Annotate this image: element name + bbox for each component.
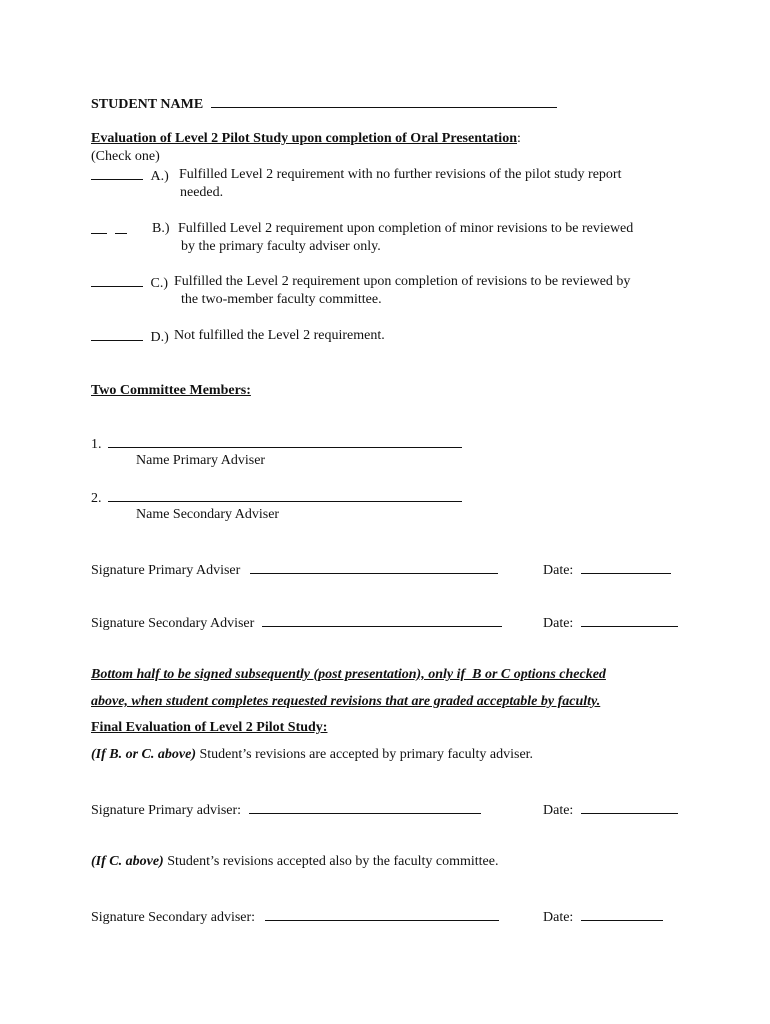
- option-b-checkbox-blank-2[interactable]: [115, 220, 127, 234]
- committee-member-2-row: [91, 488, 462, 508]
- secondary-signature-row: [91, 613, 502, 633]
- option-b-row: [91, 220, 127, 240]
- option-c-row: [91, 273, 168, 293]
- secondary-date-label: Date:: [543, 616, 574, 631]
- final-primary-date-row: [543, 800, 678, 820]
- bottom-half-note-line2: above, when student completes requested revisions that are graded acceptable by faculty.: [91, 694, 601, 709]
- primary-date-field[interactable]: [581, 560, 671, 574]
- committee-heading: Two Committee Members:: [91, 383, 251, 398]
- student-name-field[interactable]: [211, 94, 557, 108]
- check-one-instruction: (Check one): [91, 149, 160, 164]
- final-condition-c-row: [91, 853, 498, 871]
- final-secondary-signature-row: [91, 907, 499, 927]
- option-c-text-line1: Fulfilled the Level 2 requirement upon completion of revisions to be reviewed by: [174, 274, 631, 289]
- bottom-half-note-line1: Bottom half to be signed subsequently (post presentation), only if B or C options checked: [91, 667, 606, 682]
- condition-c-statement: Student’s revisions accepted also by the faculty committee.: [163, 854, 499, 869]
- option-c-letter: C.): [150, 276, 168, 291]
- option-b-text-line1: Fulfilled Level 2 requirement upon completion of minor revisions to be reviewed: [178, 221, 634, 236]
- final-evaluation-heading: Final Evaluation of Level 2 Pilot Study:: [91, 720, 328, 735]
- secondary-date-field[interactable]: [581, 613, 678, 627]
- option-a-text-line1: Fulfilled Level 2 requirement with no further revisions of the pilot study report: [179, 167, 622, 182]
- final-secondary-signature-field[interactable]: [265, 907, 499, 921]
- option-b-letter: B.): [152, 221, 170, 236]
- final-primary-date-label: Date:: [543, 803, 574, 818]
- student-name-row: [91, 94, 557, 114]
- option-c-checkbox-blank[interactable]: [91, 273, 143, 287]
- secondary-adviser-name-caption: Name Secondary Adviser: [136, 507, 280, 522]
- final-secondary-date-field[interactable]: [581, 907, 663, 921]
- secondary-adviser-name-field[interactable]: [108, 488, 462, 502]
- final-secondary-signature-label: Signature Secondary adviser:: [91, 910, 256, 925]
- primary-adviser-name-field[interactable]: [108, 434, 462, 448]
- final-primary-date-field[interactable]: [581, 800, 678, 814]
- committee-member-2-number: 2.: [91, 491, 102, 506]
- condition-b-c-label: (If B. or C. above): [91, 747, 196, 762]
- primary-signature-label: Signature Primary Adviser: [91, 563, 241, 578]
- final-primary-signature-label: Signature Primary adviser:: [91, 803, 242, 818]
- option-a-row: [91, 166, 169, 186]
- final-primary-signature-row: [91, 800, 481, 820]
- option-d-checkbox-blank[interactable]: [91, 327, 143, 341]
- option-b-checkbox-blank-1[interactable]: [91, 220, 107, 234]
- evaluation-heading: Evaluation of Level 2 Pilot Study upon completion of Oral Presentation: [91, 131, 517, 146]
- secondary-signature-label: Signature Secondary Adviser: [91, 616, 255, 631]
- evaluation-heading-row: [91, 130, 521, 148]
- primary-signature-row: [91, 560, 498, 580]
- final-secondary-date-label: Date:: [543, 910, 574, 925]
- final-primary-signature-field[interactable]: [249, 800, 481, 814]
- option-d-row: [91, 327, 169, 347]
- final-secondary-date-row: [543, 907, 663, 927]
- option-a-checkbox-blank[interactable]: [91, 166, 143, 180]
- option-a-letter: A.): [150, 169, 169, 184]
- committee-member-1-row: [91, 434, 462, 454]
- option-d-letter: D.): [150, 330, 169, 345]
- secondary-date-row: [543, 613, 678, 633]
- primary-signature-field[interactable]: [250, 560, 498, 574]
- condition-c-label: (If C. above): [91, 854, 164, 869]
- evaluation-heading-colon: :: [516, 131, 521, 146]
- final-condition-b-c-row: [91, 746, 533, 764]
- condition-b-c-statement: Student’s revisions are accepted by primary faculty adviser.: [196, 747, 534, 762]
- option-d-text: Not fulfilled the Level 2 requirement.: [174, 328, 385, 343]
- primary-date-label: Date:: [543, 563, 574, 578]
- option-a-text-line2: needed.: [180, 185, 224, 200]
- option-c-text-line2: the two-member faculty committee.: [181, 292, 382, 307]
- secondary-signature-field[interactable]: [262, 613, 502, 627]
- student-name-label: STUDENT NAME: [91, 97, 204, 112]
- primary-date-row: [543, 560, 671, 580]
- primary-adviser-name-caption: Name Primary Adviser: [136, 453, 266, 468]
- committee-member-1-number: 1.: [91, 437, 102, 452]
- option-b-text-line2: by the primary faculty adviser only.: [181, 239, 381, 254]
